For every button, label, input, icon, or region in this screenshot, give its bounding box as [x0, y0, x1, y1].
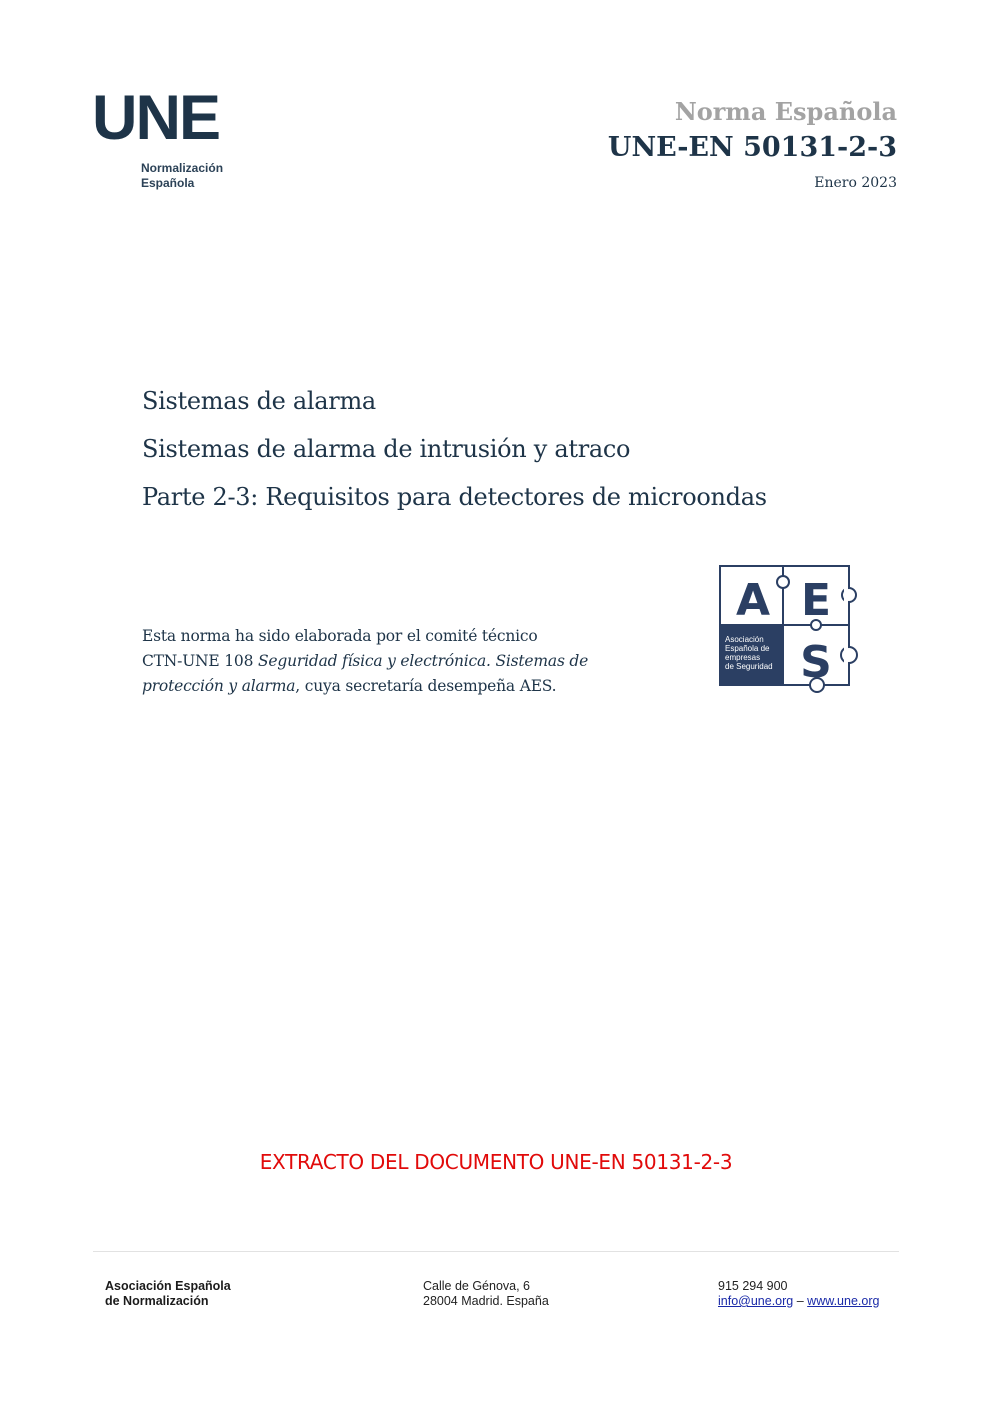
standard-header: [608, 96, 897, 192]
aes-caption-2: Española de: [725, 644, 770, 653]
une-logo-subtitle-line1: Normalización: [141, 161, 224, 175]
footer-phone: 915 294 900: [718, 1279, 788, 1293]
title-line-3: Parte 2-3: Requisitos para detectores de microondas: [142, 483, 767, 511]
email-link[interactable]: info@une.org: [718, 1294, 794, 1308]
aes-logo: [718, 564, 868, 698]
website-link[interactable]: www.une.org: [807, 1294, 880, 1308]
committee-code: CTN-UNE 108: [142, 652, 254, 670]
footer-links: [718, 1294, 879, 1309]
committee-paragraph: [142, 624, 642, 699]
committee-intro: Esta norma ha sido elaborada por el comité técnico: [142, 627, 538, 645]
footer-address-line1: Calle de Génova, 6: [423, 1279, 531, 1293]
title-line-2: Sistemas de alarma de intrusión y atraco: [142, 435, 631, 463]
standard-label: Norma Española: [674, 97, 897, 126]
aes-knob-mask-3: [844, 644, 848, 666]
aes-knob-mask-2: [844, 586, 848, 604]
aes-letter-s: S: [800, 637, 832, 688]
footer-divider: [93, 1251, 899, 1252]
une-wordmark: UNE: [92, 83, 220, 153]
aes-caption-1: Asociación: [725, 635, 764, 644]
extract-banner: EXTRACTO DEL DOCUMENTO UNE-EN 50131-2-3: [259, 1150, 733, 1174]
aes-knob-3: [841, 647, 857, 663]
standard-code: UNE-EN 50131-2-3: [607, 132, 897, 163]
une-logo-subtitle-line2: Española: [141, 176, 195, 190]
committee-line-3: [142, 674, 642, 699]
aes-letter-a: A: [735, 575, 771, 626]
document-titles: [142, 386, 862, 530]
une-logo: [92, 83, 242, 198]
aes-letter-e: E: [800, 575, 832, 626]
footer-org-line1: Asociación Española: [105, 1279, 231, 1293]
aes-caption-3: empresas: [725, 653, 761, 662]
committee-name-part1: Seguridad física y electrónica. Sistemas de: [257, 652, 589, 670]
committee-closing: , cuya secretaría desempeña AES.: [295, 677, 557, 695]
committee-name-part2: protección y alarma: [142, 677, 296, 695]
footer-contact: [718, 1279, 879, 1309]
title-line-1: Sistemas de alarma: [142, 387, 376, 415]
footer-link-separator: –: [796, 1294, 804, 1308]
committee-line-2: [142, 649, 642, 674]
standard-date: Enero 2023: [814, 175, 897, 191]
footer-organization: [105, 1279, 231, 1309]
aes-caption-4: de Seguridad: [725, 662, 773, 671]
footer-address: [423, 1279, 549, 1309]
aes-knob-1: [777, 576, 789, 588]
une-logo-subtitle: [141, 161, 223, 191]
footer-org-line2: de Normalización: [105, 1294, 209, 1308]
footer-address-line2: 28004 Madrid. España: [423, 1294, 549, 1308]
